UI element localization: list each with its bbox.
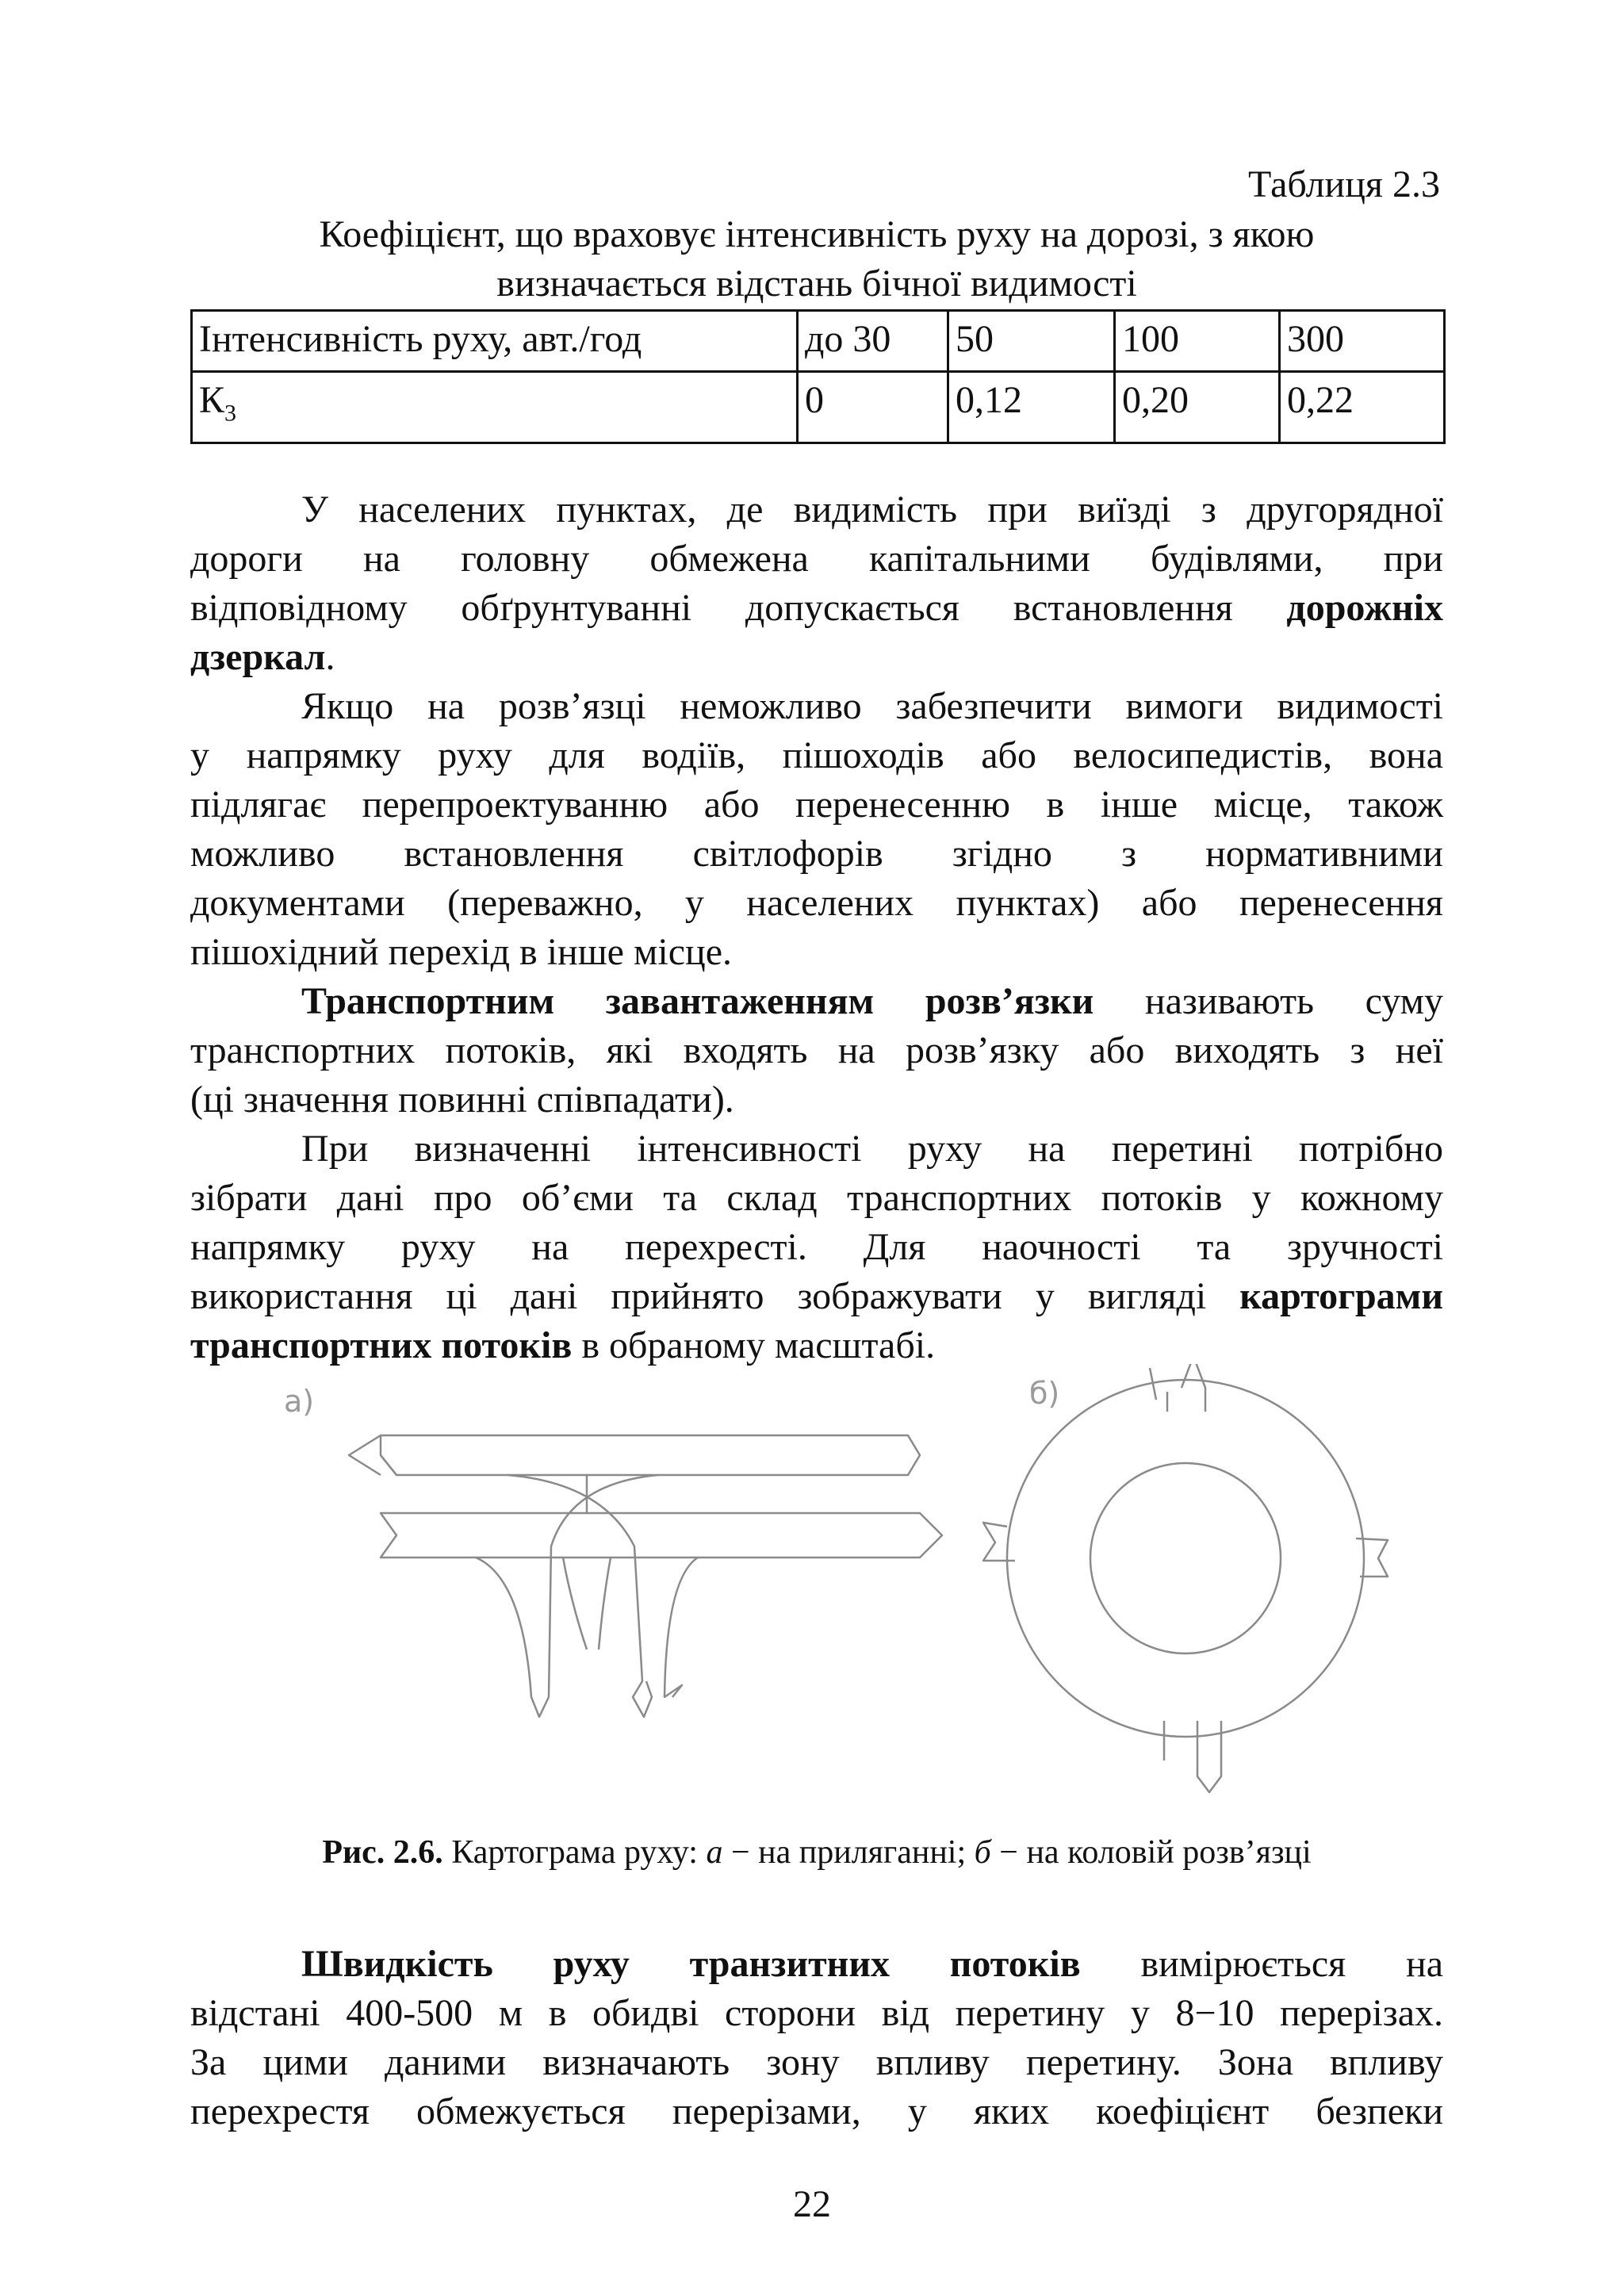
- roundabout-cartogram-b: [983, 1364, 1388, 1792]
- figure-caption: Рис. 2.6. Картограма руху: а − на приляганні; б − на коловій розв’язці: [322, 1834, 1312, 1871]
- table-cell: 0: [798, 372, 948, 443]
- paragraph-transport-load: Транспортним завантаженням розв’язки називають суму транспортних потоків, які входять на розв’язку або виходять з неї (ці значення повинні співпадати).: [190, 980, 1444, 1121]
- table-cell: 50: [948, 311, 1115, 372]
- table-cell: до 30: [798, 311, 948, 372]
- table-cell: 300: [1280, 311, 1445, 372]
- table-title-line-1: Коефіцієнт, що враховує інтенсивність руху на дорозі, з якою: [319, 213, 1315, 255]
- paragraph-visibility: Якщо на розв’язці неможливо забезпечити вимоги видимості у напрямку руху для водіїв, пішоходів або велосипедистів, вона підлягає перепроектуванню або перенесенню в інше місце, також можливо встановлення світлофорів згідно з нормативними документами (переважно, у населених пунктах) або перенесення пішохідний перехід в інше місце.: [190, 685, 1443, 973]
- table-number: Таблиця 2.3: [1247, 163, 1440, 205]
- table-cell: 0,20: [1115, 372, 1280, 443]
- table-row: [192, 372, 1445, 443]
- figure-label-b: б): [1029, 1376, 1060, 1411]
- table-cell: 100: [1115, 311, 1280, 372]
- coefficient-table: [190, 309, 1446, 444]
- paragraph-mirrors: У населених пунктах, де видимість при виїзді з другорядної дороги на головну обмежена капітальними будівлями, при відповідному обґрунтуванні допускається встановлення дорожніх дзеркал.: [190, 489, 1443, 678]
- table-row: [192, 311, 1445, 372]
- page-number: 22: [793, 2183, 831, 2225]
- junction-cartogram-a: [349, 1435, 942, 1717]
- table-cell: 0,12: [948, 372, 1115, 443]
- k3-subscript: 3: [224, 400, 237, 427]
- table-title-line-2: визначається відстань бічної видимості: [496, 262, 1137, 305]
- figure-label-a: а): [284, 1384, 315, 1419]
- paragraph-transit-speed: Швидкість руху транзитних потоків вимірюється на відстані 400-500 м в обидві сторони від перетину у 8−10 перерізах. За цими даними визначають зону впливу перетину. Зона впливу перехрестя обмежується перерізами, у яких коефіцієнт безпеки: [190, 1943, 1444, 2132]
- table-cell: Інтенсивність руху, авт./год: [192, 311, 798, 372]
- table-cell: [192, 372, 798, 443]
- table-cell: 0,22: [1280, 372, 1445, 443]
- k3-label: К: [199, 379, 225, 421]
- traffic-cartogram-figure: [190, 1364, 1443, 1808]
- paragraph-intensity: При визначенні інтенсивності руху на перетині потрібно зібрати дані про об’єми та склад транспортних потоків у кожному напрямку руху на перехресті. Для наочності та зручності використання ці дані прийнято зображувати у вигляді картограми транспортних потоків в обраному масштабі.: [190, 1128, 1443, 1366]
